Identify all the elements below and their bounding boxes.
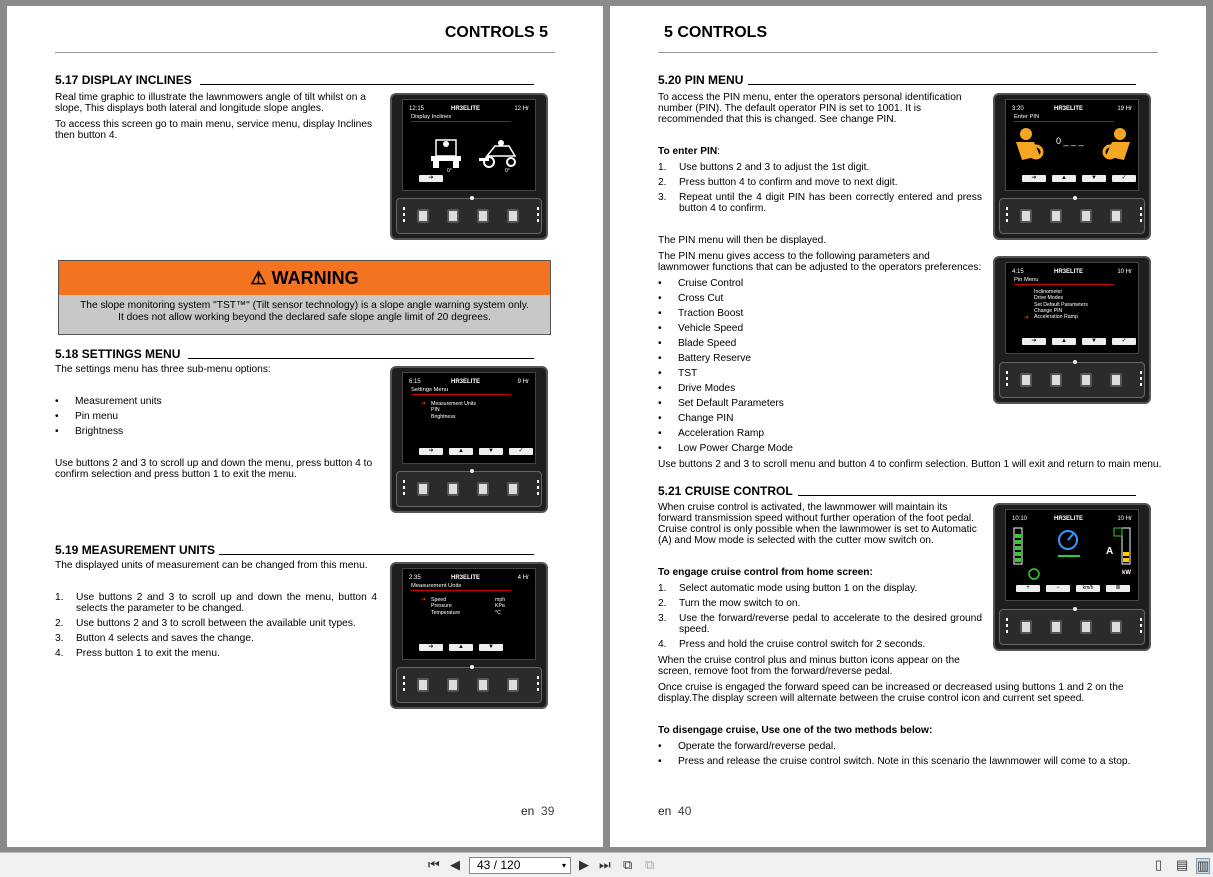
paragraph: When the cruise control plus and minus button icons appear on the screen, remove foot from the forward/reverse pedal. [658, 655, 960, 677]
paragraph: Real time graphic to illustrate the lawnmowers angle of tilt whilst on a slope, This displays both lateral and longitude slope angles. [55, 92, 366, 114]
device-screen: 3:20 HR3ELITE 19 Hr Enter PIN 0 _ _ _ ➔ ▲ ▼ ✓ [1005, 99, 1139, 191]
paragraph: The PIN menu will then be displayed. [658, 235, 827, 246]
device-keypad [396, 471, 542, 507]
section-heading-5-19: 5.19 MEASUREMENT UNITS [55, 543, 216, 557]
up-arrow-icon: ▲ [449, 448, 473, 455]
two-page-view-icon[interactable]: ▥ [1197, 858, 1210, 873]
section-heading-5-18: 5.18 SETTINGS MENU [55, 347, 181, 361]
up-arrow-icon: ▲ [1052, 338, 1076, 345]
display-device [993, 93, 1151, 240]
device-keypad [999, 362, 1145, 398]
incline-mower-icon [429, 134, 519, 170]
selection-arrow-icon: ➔ [1024, 315, 1030, 321]
keypad-button-3 [477, 209, 489, 223]
heading-rule [748, 84, 1136, 85]
header-rule [55, 52, 555, 53]
warning-box [58, 260, 551, 335]
heading-rule [200, 84, 534, 85]
warning-body: The slope monitoring system "TST™" (Tilt sensor technology) is a slope angle warning system only. It does not allow working beyond the declared safe slope angle limit of 20 degrees. [59, 295, 550, 334]
device-keypad [999, 198, 1145, 234]
down-arrow-icon: ▼ [1082, 338, 1106, 345]
paragraph: Use buttons 2 and 3 to scroll menu and button 4 to confirm selection. Button 1 will exit and return to main menu. [658, 459, 1162, 470]
last-page-icon[interactable]: ⏭ [599, 857, 611, 872]
menu-list: Measurement Units PIN Brightness [431, 401, 476, 420]
units-list: Speed mph Pressure KPa Temperature °C [431, 597, 506, 616]
confirm-check-icon: ✓ [509, 448, 533, 455]
keypad-button-4 [507, 209, 519, 223]
continuous-view-icon[interactable]: ▤ [1176, 857, 1189, 872]
subheading: To enter PIN: [658, 146, 721, 157]
viewer-toolbar [0, 852, 1213, 877]
down-arrow-icon: ▼ [479, 644, 503, 651]
heading-rule [798, 495, 1136, 496]
device-keypad [396, 198, 542, 234]
menu-icon: ≣ [1106, 585, 1130, 592]
first-page-icon[interactable]: ⏮ [428, 857, 440, 872]
warning-title: WARNING [271, 268, 359, 288]
home-screen-graphic [1010, 526, 1136, 584]
device-keypad [396, 667, 542, 703]
paragraph: The PIN menu gives access to the following parameters and lawnmower functions that can be adjusted to the operators preferences: [658, 251, 982, 273]
device-screen [402, 99, 536, 191]
paragraph: Use buttons 2 and 3 to scroll up and down the menu, press button 4 to confirm selection and press button 1 to exit the menu. [55, 458, 373, 480]
exit-icon: ➔ [1022, 175, 1046, 182]
status-bar: 12:15 HR3ELITE 12 Hr [409, 106, 529, 112]
paragraph: When cruise control is activated, the lawnmower will maintain its forward transmission speed without further operation of the foot pedal. Cruise control is only possible when the lawnmower is set to Automatic (A) and Mow mode is selected with the cutter mow switch on. [658, 502, 977, 546]
paste-page-icon[interactable]: ⧉ [645, 857, 655, 872]
heading-rule [188, 358, 534, 359]
plus-icon: + [1016, 585, 1040, 592]
selection-arrow-icon: ➔ [421, 401, 427, 407]
device-screen: 2:35 HR3ELITE 4 Hr Measurement Units ➔ Speed mph Pressure KPa Temperature °C ➔ ▲ ▼ [402, 568, 536, 660]
device-screen: 4:15 HR3ELITE 10 Hr Pin Menu ➔ Inclinometer Drive Modes Set Default Parameters Change PIN Acceleration Ramp ➔ ▲ ▼ ✓ [1005, 262, 1139, 354]
dropdown-arrow-icon: ▾ [561, 861, 566, 870]
paragraph: To access the PIN menu, enter the operators personal identification number (PIN). The default operator PIN is set to 1001. It is recommended that this is changed. See change PIN. [658, 92, 962, 125]
page-number-field[interactable]: 43 / 120 ▾ [469, 857, 571, 874]
warning-header [59, 261, 550, 295]
paragraph: The settings menu has three sub-menu options: [55, 364, 271, 375]
keypad-button-1 [417, 209, 429, 223]
header-rule [658, 52, 1158, 53]
up-arrow-icon: ▲ [1052, 175, 1076, 182]
heading-rule [219, 554, 534, 555]
device-keypad [999, 609, 1145, 645]
page-header: 5 CONTROLS [664, 24, 768, 41]
mode-indicator: A [1106, 546, 1114, 557]
single-page-view-icon[interactable]: ▯ [1155, 857, 1163, 872]
previous-page-icon[interactable]: ◀ [450, 857, 460, 872]
page-39: CONTROLS 5 5.17 DISPLAY INCLINES Real time graphic to illustrate the lawnmowers angle of tilt whilst on a slope, This displays both lateral and longitude slope angles. To access this screen go to main menu, service menu, display Inclines then button 4. 12:15 HR3ELITE 12 Hr Display Inclines 0° 0° ➔ ⚠ WARNING The slope monitoring system "TST™" (Tilt sensor technology) is a slope angle warning system only. It does not allow working beyond the declared safe slope angle limit of 20 degrees. 5.18 SETTINGS MENU The settings menu has three sub-menu options: • Measurement units • Pin menu • Brightness Use buttons 2 and 3 to scroll up and down the menu, press button 4 to confirm selection and press button 1 to exit the menu. 6:15 HR3ELITE 9 Hr Settings Menu ➔ Measurement Units PIN Brightness ➔ ▲ ▼ ✓ 5.19 MEASUREMENT UNITS The displayed units of measurement can be changed from this menu. 1. Use buttons 2 and 3 to scroll up and down the menu, button 4 selects the parameter to be changed. 2. Use buttons 2 and 3 to scroll between the available unit types. 3. Button 4 selects and saves the change. 4. Press button 1 to exit the menu. 2:35 HR3ELITE 4 Hr Measurement Units ➔ Speed mph Pressure KPa Temperature °C ➔ ▲ ▼ en 39 [7, 6, 603, 847]
power-unit: kW [1122, 570, 1131, 576]
warning-triangle-icon: ⚠ [250, 268, 267, 288]
up-arrow-icon: ▲ [449, 644, 473, 651]
display-device [390, 93, 548, 240]
device-screen: 6:15 HR3ELITE 9 Hr Settings Menu ➔ Measurement Units PIN Brightness ➔ ▲ ▼ ✓ [402, 372, 536, 464]
screen-title: Display Inclines [411, 114, 452, 120]
paragraph: To access this screen go to main menu, service menu, display Inclines then button 4. [55, 119, 373, 141]
page-header: CONTROLS 5 [444, 24, 548, 41]
subheading: To disengage cruise, Use one of the two methods below: [658, 725, 933, 736]
exit-icon: ➔ [419, 644, 443, 651]
display-device [993, 256, 1151, 404]
confirm-check-icon: ✓ [1112, 175, 1136, 182]
menu-list: Inclinometer Drive Modes Set Default Parameters Change PIN Acceleration Ramp [1034, 289, 1088, 321]
down-arrow-icon: ▼ [479, 448, 503, 455]
page-number: en 39 [521, 804, 555, 818]
section-heading-5-21: 5.21 CRUISE CONTROL [658, 484, 793, 498]
paragraph: Once cruise is engaged the forward speed can be increased or decreased using buttons 1 and 2 on the display.The display screen will alternate between the cruise control icon and current set speed. [658, 682, 1124, 704]
display-device [993, 503, 1151, 651]
angle-readout: 0° [447, 168, 452, 174]
subheading: To engage cruise control from home screen: [658, 567, 873, 578]
paragraph: The displayed units of measurement can be changed from this menu. [55, 560, 368, 571]
page-number: en 40 [658, 804, 692, 818]
down-arrow-icon: ▼ [1082, 175, 1106, 182]
angle-readout: 0° [505, 168, 510, 174]
exit-icon: ➔ [419, 448, 443, 455]
exit-icon: ➔ [1022, 338, 1046, 345]
next-page-icon[interactable]: ▶ [579, 857, 589, 872]
confirm-check-icon: ✓ [1112, 338, 1136, 345]
speed-unit: km/h [1076, 585, 1100, 592]
section-heading-5-17: 5.17 DISPLAY INCLINES [55, 73, 192, 87]
keypad-button-2 [447, 209, 459, 223]
section-heading-5-20: 5.20 PIN MENU [658, 73, 744, 87]
page-40: 5 CONTROLS 5.20 PIN MENU To access the PIN menu, enter the operators personal identification number (PIN). The default operator PIN is set to 1001. It is recommended that this is changed. See change PIN. To enter PIN: 1. Use buttons 2 and 3 to adjust the 1st digit. 2. Press button 4 to confirm and move to next digit. 3. Repeat until the 4 digit PIN has been correctly entered and press button 4 to confirm. The PIN menu will then be displayed. The PIN menu gives access to the following parameters and lawnmower functions that can be adjusted to the operators preferences: • Cruise Control • Cross Cut • Traction Boost • Vehicle Speed • Blade Speed • Battery Reserve • TST • Drive Modes • Set Default Parameters • Change PIN • Acceleration Ramp • Low Power Charge Mode Use buttons 2 and 3 to scroll menu and button 4 to confirm selection. Button 1 will exit and return to main menu. 3:20 HR3ELITE 19 Hr Enter PIN 0 _ _ _ ➔ ▲ ▼ ✓ 4:15 HR3ELITE 10 Hr Pin Menu ➔ Inclinometer Drive Modes Set Default Parameters Change PIN Acceleration Ramp ➔ ▲ ▼ ✓ 5.21 CRUISE CONTROL When cruise control is activated, the lawnmower will maintain its forward transmission speed without further operation of the foot pedal. Cruise control is only possible when the lawnmower is set to Automatic (A) and Mow mode is selected with the cutter mow switch on. To engage cruise control from home screen: 1. Select automatic mode using button 1 on the display. 2. Turn the mow switch to on. 3. Use the forward/reverse pedal to accelerate to the desired ground speed. 4. Press and hold the cruise control switch for 2 seconds. When the cruise control plus and minus button icons appear on the screen, remove foot from the forward/reverse pedal. Once cruise is engaged the forward speed can be increased or decreased using buttons 1 and 2 on the display.The display screen will alternate between the cruise control icon and current set speed. To disengage cruise, Use one of the two methods below: • Operate the forward/reverse pedal. • Press and release the cruise control switch. Note in this scenario the lawnmower will come to a stop. 10:10 HR3ELITE 10 Hr A kW + − km/h ≣ en 40 [610, 6, 1206, 847]
selection-arrow-icon: ➔ [421, 597, 427, 603]
exit-icon: ➔ [419, 175, 443, 182]
minus-icon: − [1046, 585, 1070, 592]
pin-entry: 0 _ _ _ [1056, 136, 1084, 146]
device-screen: 10:10 HR3ELITE 10 Hr A kW + − km/h ≣ [1005, 509, 1139, 601]
display-device [390, 366, 548, 513]
display-device [390, 562, 548, 709]
copy-page-icon[interactable]: ⧉ [623, 857, 633, 872]
